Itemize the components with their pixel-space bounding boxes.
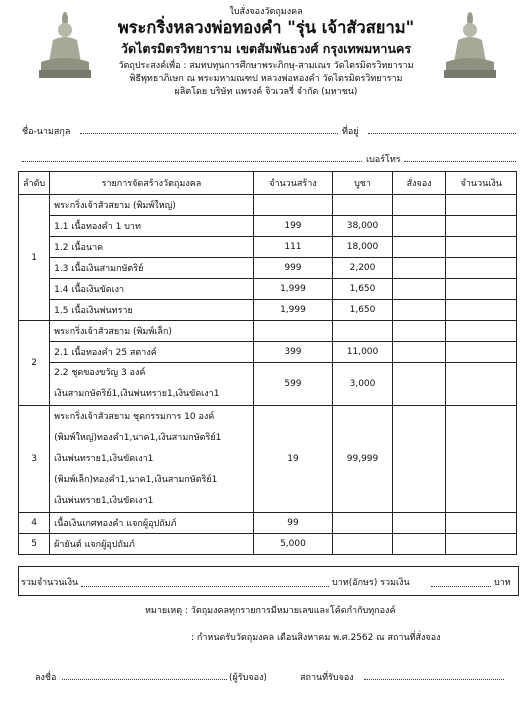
address-label: ที่อยู่ [342, 127, 359, 137]
amount-cell[interactable] [446, 406, 517, 513]
item-line: (พิมพ์ใหญ่)ทองคำ1,นาค1,เงินสามกษัตริย์1 [54, 432, 222, 443]
section-number: 4 [19, 513, 50, 534]
table-row [19, 534, 517, 555]
table-row [19, 363, 517, 406]
order-cell[interactable] [392, 534, 446, 555]
order-cell[interactable] [392, 216, 446, 237]
section-number: 1 [19, 195, 50, 321]
order-cell[interactable] [392, 300, 446, 321]
producer-text: ผลิตโดย บริษัท แพรงค์ จิวเวลรี่ จำกัด (มหาชน) [174, 87, 358, 97]
address-field[interactable] [368, 133, 516, 134]
item-line: เงินพ่นทราย1,เงินขัดเงา1 [54, 495, 154, 506]
form-title: ใบสั่งจองวัตถุมงคล [229, 7, 303, 17]
section-number: 5 [19, 534, 50, 555]
col-header-amount: จำนวนเงิน [446, 172, 517, 195]
order-cell[interactable] [392, 195, 446, 216]
item-name: 1.2 เนื้อนาค [50, 237, 254, 258]
item-price: 18,000 [333, 237, 393, 258]
phone-label: เบอร์โทร [366, 155, 401, 165]
order-cell[interactable] [392, 363, 446, 406]
item-price: 11,000 [333, 342, 393, 363]
amount-cell[interactable] [446, 363, 517, 406]
item-qty: 1,999 [253, 279, 332, 300]
item-price: 1,650 [333, 300, 393, 321]
item-qty: 5,000 [253, 534, 332, 555]
table-row [19, 237, 517, 258]
order-cell[interactable] [392, 342, 446, 363]
table-row [19, 513, 517, 534]
total-text-field[interactable] [81, 586, 329, 587]
item-line: เงินพ่นทราย1,เงินขัดเงา1 [54, 453, 154, 464]
section-number: 2 [19, 321, 50, 406]
order-table [18, 171, 517, 555]
item-qty: 99 [253, 513, 332, 534]
amount-cell[interactable] [446, 279, 517, 300]
item-name: 1.5 เนื้อเงินพ่นทราย [50, 300, 254, 321]
item-qty: 199 [253, 216, 332, 237]
amount-cell[interactable] [446, 300, 517, 321]
amount-cell[interactable] [446, 513, 517, 534]
item-name: ผ้ายันต์ แจกผู้อุปถัมภ์ [50, 534, 254, 555]
total-amount-field[interactable] [431, 586, 491, 587]
note-line-2: : กำหนดรับวัตถุมงคล เดือนสิงหาคม พ.ศ.2562 ณ สถานที่สั่งจอง [191, 633, 441, 643]
order-cell[interactable] [392, 279, 446, 300]
item-name [50, 406, 254, 513]
col-header-price: บูชา [333, 172, 393, 195]
item-name-line1: 2.2 ชุดของขวัญ 3 องค์ [54, 368, 146, 378]
item-name: 1.4 เนื้อเงินขัดเงา [50, 279, 254, 300]
total-label: รวมจำนวนเงิน [21, 578, 79, 588]
table-row [19, 300, 517, 321]
table-row [19, 321, 517, 342]
item-line: (พิมพ์เล็ก)ทองคำ1,นาค1,เงินสามกษัตริย์1 [54, 474, 218, 485]
item-name: 1.3 เนื้อเงินสามกษัตริย์ [50, 258, 254, 279]
place-field[interactable] [364, 679, 504, 680]
temple-title: วัดไตรมิตรวิทยาราม เขตสัมพันธวงศ์ กรุงเทพมหานคร [120, 41, 412, 56]
item-name: 1.1 เนื้อทองคำ 1 บาท [50, 216, 254, 237]
amount-cell[interactable] [446, 216, 517, 237]
amount-cell[interactable] [446, 321, 517, 342]
order-cell[interactable] [392, 258, 446, 279]
total-baht-label: บาท [494, 578, 511, 588]
section-title: พระกริ่งเจ้าสัวสยาม (พิมพ์ใหญ่) [50, 195, 254, 216]
item-name-line2: เงินสามกษัตริย์1,เงินพ่นทราย1,เงินขัดเงา1 [54, 389, 220, 399]
table-row [19, 195, 517, 216]
ceremony-text: พิธีพุทธาภิเษก ณ พระมหามณฑป หลวงพ่อทองคำ วัดไตรมิตรวิทยาราม [129, 74, 403, 84]
table-row [19, 216, 517, 237]
name-field[interactable] [80, 133, 338, 134]
amount-cell[interactable] [446, 195, 517, 216]
table-row [19, 258, 517, 279]
col-header-qty: จำนวนสร้าง [253, 172, 332, 195]
place-label: สถานที่รับจอง [300, 673, 354, 683]
order-cell[interactable] [392, 406, 446, 513]
order-cell[interactable] [392, 321, 446, 342]
item-name: 2.1 เนื้อทองคำ 25 สตางค์ [50, 342, 254, 363]
order-cell[interactable] [392, 513, 446, 534]
table-row [19, 342, 517, 363]
item-price: 1,650 [333, 279, 393, 300]
item-price: 2,200 [333, 258, 393, 279]
col-header-no: ลำดับ [19, 172, 50, 195]
item-qty: 999 [253, 258, 332, 279]
item-qty: 111 [253, 237, 332, 258]
table-header-row [19, 172, 517, 195]
col-header-item: รายการจัดสร้างวัตถุมงคล [50, 172, 254, 195]
table-row [19, 406, 517, 513]
item-qty: 599 [253, 363, 332, 406]
amount-cell[interactable] [446, 237, 517, 258]
note-line-1: หมายเหตุ : วัตถุมงคลทุกรายการมีหมายเลขและโค้ดกำกับทุกองค์ [145, 606, 396, 616]
sign-field[interactable] [62, 679, 227, 680]
item-name: เนื้อเงินเกศทองคำ แจกผู้อุปถัมภ์ [50, 513, 254, 534]
item-name [50, 363, 254, 406]
item-price: 99,999 [333, 406, 393, 513]
item-qty: 399 [253, 342, 332, 363]
main-title: พระกริ่งหลวงพ่อทองคำ "รุ่น เจ้าสัวสยาม" [117, 18, 415, 37]
amount-cell[interactable] [446, 258, 517, 279]
purpose-text: วัตถุประสงค์เพื่อ : สมทบทุนการศึกษาพระภิกษุ-สามเณร วัดไตรมิตรวิทยาราม [118, 61, 414, 71]
phone-field[interactable] [404, 161, 516, 162]
section-title: พระกริ่งเจ้าสัวสยาม (พิมพ์เล็ก) [50, 321, 254, 342]
col-header-order: สั่งจอง [392, 172, 446, 195]
amount-cell[interactable] [446, 534, 517, 555]
amount-cell[interactable] [446, 342, 517, 363]
item-line: พระกริ่งเจ้าสัวสยาม ชุดกรรมการ 10 องค์ [54, 411, 215, 422]
total-box [18, 566, 519, 596]
item-qty: 19 [253, 406, 332, 513]
item-price: 38,000 [333, 216, 393, 237]
sign-suffix: (ผู้รับจอง) [229, 673, 267, 683]
order-cell[interactable] [392, 237, 446, 258]
section-number: 3 [19, 406, 50, 513]
table-row [19, 279, 517, 300]
total-baht-text-label: บาท(อักษร) รวมเงิน [332, 578, 410, 588]
address-field-line2[interactable] [22, 161, 362, 162]
item-qty: 1,999 [253, 300, 332, 321]
item-price: 3,000 [333, 363, 393, 406]
sign-label: ลงชื่อ [35, 673, 57, 683]
name-label: ชื่อ-นามสกุล [22, 127, 71, 137]
